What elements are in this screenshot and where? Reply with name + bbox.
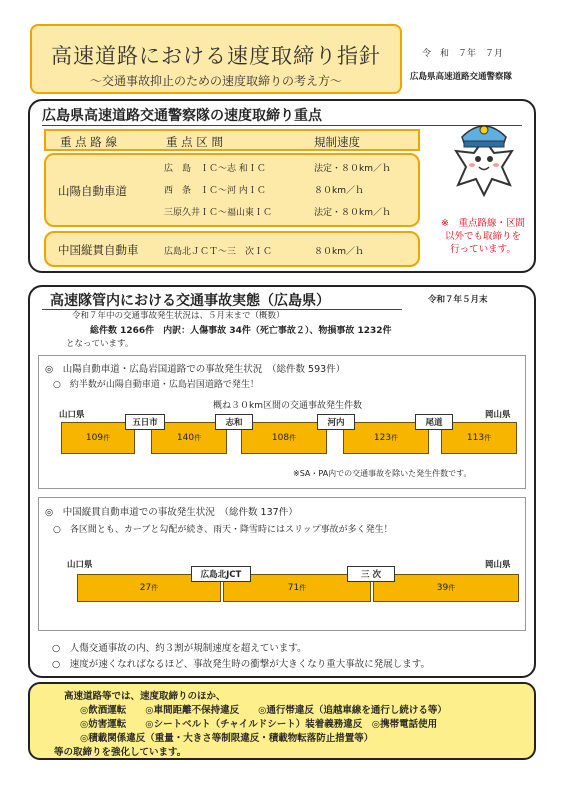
route-section: 西 条 ＩＣ〜河 内ＩＣ [164,186,266,196]
focus-note [432,217,534,256]
route-speed: 法定・８０km／ｈ [314,164,391,174]
note-line: ※ 重点路線・区間 [441,218,525,229]
ic-label: 河内 [317,414,355,430]
intro-text: となっています。 [66,339,134,349]
accident-date: 令和７年５月末 [428,295,488,305]
sanyo-bar-1: 109 件 [61,422,135,454]
focus-heading: 広島県高速道路交通警察隊の速度取締り重点 [42,108,322,124]
route-section: 三原久井ＩＣ〜福山東ＩＣ [164,208,273,218]
enforcement-line: ◎飲酒運転 ◎車間距離不保持違反 ◎通行帯違反（追越車線を通行し続ける等） [80,705,447,716]
accident-heading: 高速隊管内における交通事故実態（広島県） [50,293,330,309]
sanyo-bar-2: 140 件 [151,422,227,454]
enforcement-line: 等の取締りを強化しています。 [54,747,187,758]
ic-label: 広島北JCT [191,566,251,582]
pref-okayama: 岡山県 [485,410,511,420]
sanyo-center-label: 概ね３０km区間の交通事故発生件数 [213,401,362,411]
ic-label: 志和 [215,414,253,430]
note-line: 以外でも取締りを [444,231,521,242]
enforcement-box [28,682,536,760]
organization-name: 広島県高速道路交通警察隊 [410,72,513,82]
focus-section [28,99,536,273]
route-speed: 法定・８０km／ｈ [314,208,391,218]
chugoku-bar-2: 71 件 [223,574,371,602]
pref-yamaguchi: 山口県 [67,560,93,570]
sanyo-note: ※SA・PA内での交通事故を除いた発生件数です。 [293,469,472,478]
ic-label: 三 次 [347,566,395,582]
sanyo-accident-box [38,355,526,489]
intro-totals: 総件数 1266件 内訳：人傷事故 34件（死亡事故２）、物損事故 1232件 [90,326,392,336]
route-section: 広島北ＪＣＴ〜三 次ＩＣ [164,247,273,257]
column-route: 重 点 路 線 [60,135,117,149]
page-title: 高速道路における速度取締り指針 [51,44,381,68]
page-subtitle: 〜交通事故抑止のための速度取締りの考え方〜 [89,74,342,88]
route-speed: ８０km／ｈ [314,247,364,257]
route-row-chugoku [44,231,420,267]
enforcement-line: 高速道路等では、速度取締りのほか、 [64,691,226,702]
chugoku-title: ◎ 中国縦貫自動車道での事故発生状況 （総件数 137件） [45,507,298,518]
route-name: 中国縦貫自動車 [58,243,139,257]
note-line: 行っています。 [450,244,516,255]
pref-yamaguchi: 山口県 [59,410,85,420]
enforcement-line: ◎積載関係違反（重量・大きさ等制限違反・積載物転落防止措置等） [80,733,374,744]
sanyo-bar-5: 113 件 [441,422,517,454]
intro-text: 令和７年中の交通事故発生状況は、５月末まで（概数） [72,311,285,321]
issue-date: 令 和 ７年 ７月 [422,49,504,59]
sanyo-bar-4: 123 件 [343,422,429,454]
column-section: 重 点 区 間 [166,135,223,149]
ic-label: 尾道 [415,414,453,430]
route-speed: ８０km／ｈ [314,186,364,196]
route-section: 広 島 ＩＣ〜志 和ＩＣ [164,164,266,174]
accident-section [28,285,536,678]
column-speed: 規制速度 [314,135,360,149]
title-box [30,24,402,94]
enforcement-line: ◎妨害運転 ◎シートベルト（チャイルドシート）装着義務違反 ◎携帯電話使用 [80,719,438,730]
police-mascot-icon [448,115,520,199]
ic-label: 五日市 [125,414,165,430]
route-row-sanyo [44,153,420,227]
chugoku-bar-3: 39 件 [373,574,519,602]
chugoku-line: ○ 各区間とも、カーブと勾配が続き、雨天・降雪時にはスリップ事故が多く発生！ [53,525,393,535]
route-name: 山陽自動車道 [58,184,127,198]
sanyo-bar-3: 108 件 [241,422,327,454]
accident-bullet: ○ 速度が速くなればなるほど、事故発生時の衝撃が大きくなり重大事故に発展します。 [52,659,431,670]
sanyo-line: ○ 約半数が山陽自動車道・広島岩国道路で発生！ [53,380,259,390]
accident-bullet: ○ 人傷交通事故の内、約３割が規制速度を超えています。 [52,643,307,654]
chugoku-bar-1: 27 件 [77,574,221,602]
sanyo-title: ◎ 山陽自動車道・広島岩国道路での事故発生状況 （総件数 593件） [45,364,346,375]
chugoku-accident-box [38,497,526,631]
focus-table-header [44,129,420,151]
pref-okayama: 岡山県 [485,560,511,570]
